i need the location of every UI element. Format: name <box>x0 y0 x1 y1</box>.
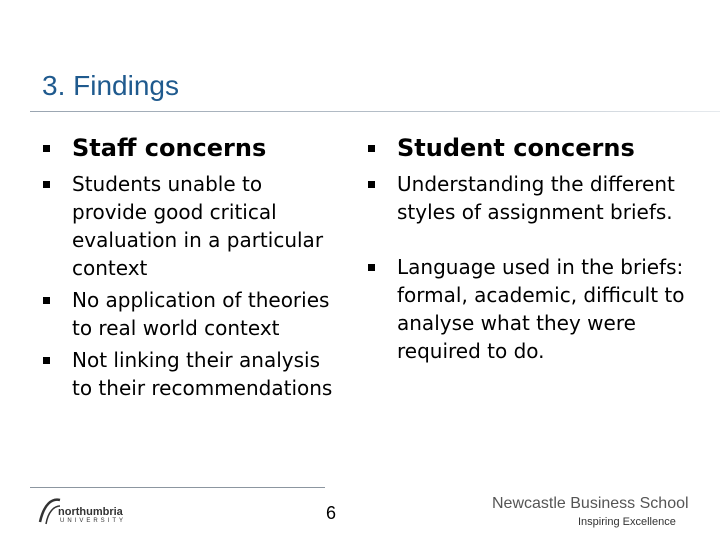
footer-divider <box>30 487 325 488</box>
list-item <box>40 286 340 342</box>
bullet-square-icon <box>368 145 375 152</box>
list-item <box>40 346 340 402</box>
list-item <box>365 170 695 226</box>
bullet-square-icon <box>368 181 375 188</box>
staff-concerns-column <box>40 133 340 406</box>
student-concerns-heading <box>365 133 695 163</box>
list-item <box>365 253 695 365</box>
staff-concerns-heading <box>40 133 340 163</box>
list-item-text: Students unable to provide good critical evaluation in a particular context <box>72 172 324 280</box>
list-item <box>40 170 340 282</box>
page-number: 6 <box>326 503 337 523</box>
northumbria-university-label: UNIVERSITY <box>60 518 127 524</box>
list-item-text: Language used in the briefs: formal, academic, difficult to analyse what they were required to do. <box>397 255 685 363</box>
list-item-text: Understanding the different styles of assignment briefs. <box>397 172 675 224</box>
heading-text: Student concerns <box>397 134 635 162</box>
bullet-square-icon <box>43 357 50 364</box>
title-divider <box>30 111 720 112</box>
list-item-text: Not linking their analysis to their recommendations <box>72 348 333 400</box>
bullet-square-icon <box>43 297 50 304</box>
bullet-square-icon <box>43 145 50 152</box>
student-concerns-column <box>365 133 695 365</box>
bullet-square-icon <box>368 264 375 271</box>
slide-title: 3. Findings <box>42 70 179 101</box>
school-tagline: Inspiring Excellence <box>578 516 676 528</box>
bullet-square-icon <box>43 181 50 188</box>
heading-text: Staff concerns <box>72 134 267 162</box>
list-item-text: No application of theories to real world context <box>72 288 330 340</box>
northumbria-wordmark: northumbria <box>58 506 123 518</box>
school-name: Newcastle Business School <box>492 495 689 512</box>
